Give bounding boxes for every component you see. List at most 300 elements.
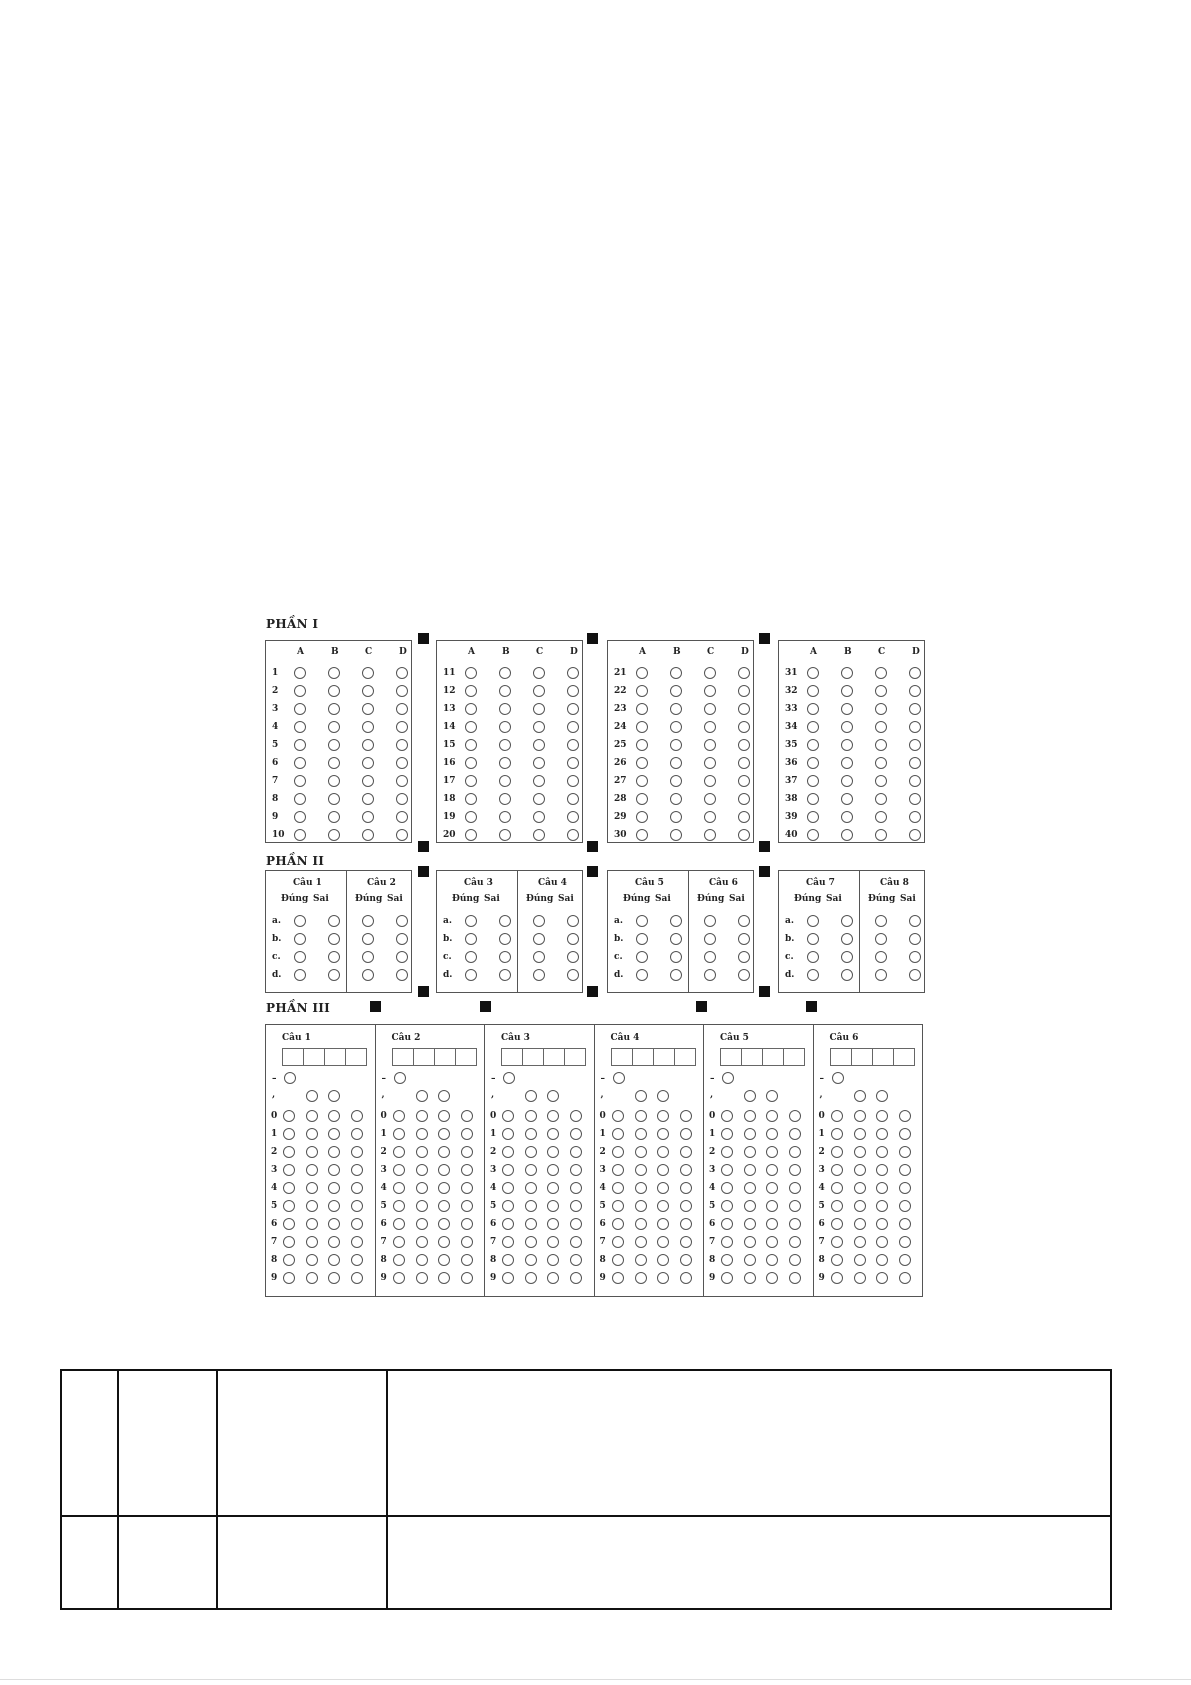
digit-bubble[interactable]	[328, 1236, 340, 1248]
digit-bubble[interactable]	[393, 1254, 405, 1266]
digit-bubble[interactable]	[525, 1110, 537, 1122]
answer-bubble[interactable]	[499, 915, 511, 927]
digit-bubble[interactable]	[525, 1182, 537, 1194]
answer-bubble[interactable]	[670, 685, 682, 697]
answer-bubble[interactable]	[362, 829, 374, 841]
digit-bubble[interactable]	[854, 1182, 866, 1194]
digit-bubble[interactable]	[570, 1110, 582, 1122]
answer-bubble[interactable]	[328, 757, 340, 769]
answer-bubble[interactable]	[328, 915, 340, 927]
answer-bubble[interactable]	[841, 811, 853, 823]
answer-bubble[interactable]	[841, 739, 853, 751]
digit-bubble[interactable]	[461, 1164, 473, 1176]
comma-bubble[interactable]	[306, 1090, 318, 1102]
digit-bubble[interactable]	[351, 1272, 363, 1284]
digit-bubble[interactable]	[525, 1128, 537, 1140]
answer-bubble[interactable]	[909, 721, 921, 733]
answer-bubble[interactable]	[807, 739, 819, 751]
digit-bubble[interactable]	[612, 1110, 624, 1122]
digit-bubble[interactable]	[306, 1128, 318, 1140]
digit-bubble[interactable]	[721, 1254, 733, 1266]
answer-bubble[interactable]	[909, 951, 921, 963]
answer-bubble[interactable]	[909, 757, 921, 769]
answer-bubble[interactable]	[499, 793, 511, 805]
answer-bubble[interactable]	[704, 969, 716, 981]
digit-bubble[interactable]	[306, 1218, 318, 1230]
answer-bubble[interactable]	[396, 829, 408, 841]
answer-bubble[interactable]	[533, 757, 545, 769]
answer-bubble[interactable]	[396, 811, 408, 823]
answer-bubble[interactable]	[875, 775, 887, 787]
answer-bubble[interactable]	[533, 933, 545, 945]
digit-bubble[interactable]	[283, 1182, 295, 1194]
comma-bubble[interactable]	[525, 1090, 537, 1102]
answer-bubble[interactable]	[533, 685, 545, 697]
answer-bubble[interactable]	[396, 915, 408, 927]
answer-bubble[interactable]	[499, 739, 511, 751]
digit-bubble[interactable]	[547, 1128, 559, 1140]
answer-bubble[interactable]	[294, 703, 306, 715]
digit-bubble[interactable]	[766, 1200, 778, 1212]
digit-bubble[interactable]	[831, 1164, 843, 1176]
digit-bubble[interactable]	[831, 1200, 843, 1212]
answer-bubble[interactable]	[636, 829, 648, 841]
answer-bubble[interactable]	[396, 703, 408, 715]
digit-bubble[interactable]	[876, 1164, 888, 1176]
digit-bubble[interactable]	[502, 1128, 514, 1140]
digit-bubble[interactable]	[438, 1164, 450, 1176]
answer-bubble[interactable]	[294, 969, 306, 981]
digit-bubble[interactable]	[635, 1272, 647, 1284]
answer-bubble[interactable]	[636, 933, 648, 945]
digit-bubble[interactable]	[854, 1218, 866, 1230]
digit-bubble[interactable]	[876, 1218, 888, 1230]
answer-bubble[interactable]	[636, 721, 648, 733]
digit-bubble[interactable]	[744, 1110, 756, 1122]
answer-bubble[interactable]	[567, 969, 579, 981]
answer-bubble[interactable]	[875, 739, 887, 751]
sign-bubble[interactable]	[284, 1072, 296, 1084]
digit-bubble[interactable]	[416, 1182, 428, 1194]
digit-bubble[interactable]	[438, 1146, 450, 1158]
digit-bubble[interactable]	[570, 1236, 582, 1248]
digit-bubble[interactable]	[438, 1218, 450, 1230]
answer-bubble[interactable]	[807, 775, 819, 787]
digit-bubble[interactable]	[876, 1200, 888, 1212]
digit-bubble[interactable]	[635, 1164, 647, 1176]
digit-bubble[interactable]	[680, 1254, 692, 1266]
digit-bubble[interactable]	[721, 1128, 733, 1140]
digit-bubble[interactable]	[789, 1254, 801, 1266]
digit-bubble[interactable]	[721, 1182, 733, 1194]
comma-bubble[interactable]	[438, 1090, 450, 1102]
digit-bubble[interactable]	[899, 1254, 911, 1266]
digit-bubble[interactable]	[502, 1146, 514, 1158]
answer-bubble[interactable]	[807, 667, 819, 679]
digit-bubble[interactable]	[899, 1272, 911, 1284]
digit-bubble[interactable]	[854, 1128, 866, 1140]
answer-bubble[interactable]	[909, 667, 921, 679]
digit-bubble[interactable]	[525, 1272, 537, 1284]
answer-cell[interactable]	[632, 1048, 654, 1066]
answer-bubble[interactable]	[499, 685, 511, 697]
answer-bubble[interactable]	[875, 793, 887, 805]
digit-bubble[interactable]	[328, 1272, 340, 1284]
answer-bubble[interactable]	[465, 721, 477, 733]
answer-cell[interactable]	[543, 1048, 565, 1066]
digit-bubble[interactable]	[547, 1254, 559, 1266]
answer-bubble[interactable]	[362, 969, 374, 981]
comma-bubble[interactable]	[328, 1090, 340, 1102]
digit-bubble[interactable]	[547, 1146, 559, 1158]
digit-bubble[interactable]	[416, 1236, 428, 1248]
digit-bubble[interactable]	[416, 1254, 428, 1266]
digit-bubble[interactable]	[351, 1236, 363, 1248]
answer-bubble[interactable]	[567, 703, 579, 715]
digit-bubble[interactable]	[502, 1254, 514, 1266]
answer-bubble[interactable]	[499, 829, 511, 841]
answer-cell[interactable]	[611, 1048, 633, 1066]
digit-bubble[interactable]	[612, 1218, 624, 1230]
digit-bubble[interactable]	[306, 1272, 318, 1284]
answer-bubble[interactable]	[499, 703, 511, 715]
answer-bubble[interactable]	[909, 933, 921, 945]
digit-bubble[interactable]	[766, 1146, 778, 1158]
digit-bubble[interactable]	[438, 1182, 450, 1194]
answer-bubble[interactable]	[636, 811, 648, 823]
answer-bubble[interactable]	[909, 811, 921, 823]
answer-bubble[interactable]	[328, 793, 340, 805]
sign-bubble[interactable]	[722, 1072, 734, 1084]
digit-bubble[interactable]	[306, 1164, 318, 1176]
answer-bubble[interactable]	[396, 951, 408, 963]
answer-bubble[interactable]	[841, 829, 853, 841]
answer-bubble[interactable]	[328, 969, 340, 981]
digit-bubble[interactable]	[328, 1200, 340, 1212]
answer-bubble[interactable]	[841, 951, 853, 963]
answer-bubble[interactable]	[670, 969, 682, 981]
answer-bubble[interactable]	[875, 811, 887, 823]
digit-bubble[interactable]	[744, 1254, 756, 1266]
answer-cell[interactable]	[872, 1048, 894, 1066]
digit-bubble[interactable]	[635, 1236, 647, 1248]
digit-bubble[interactable]	[393, 1272, 405, 1284]
answer-bubble[interactable]	[636, 915, 648, 927]
answer-bubble[interactable]	[841, 915, 853, 927]
digit-bubble[interactable]	[283, 1218, 295, 1230]
digit-bubble[interactable]	[461, 1218, 473, 1230]
answer-bubble[interactable]	[567, 811, 579, 823]
answer-bubble[interactable]	[465, 811, 477, 823]
answer-cell[interactable]	[762, 1048, 784, 1066]
digit-bubble[interactable]	[416, 1146, 428, 1158]
digit-bubble[interactable]	[635, 1110, 647, 1122]
digit-bubble[interactable]	[766, 1128, 778, 1140]
digit-bubble[interactable]	[744, 1164, 756, 1176]
digit-bubble[interactable]	[854, 1254, 866, 1266]
digit-bubble[interactable]	[899, 1164, 911, 1176]
digit-bubble[interactable]	[351, 1146, 363, 1158]
answer-cell[interactable]	[522, 1048, 544, 1066]
answer-bubble[interactable]	[704, 829, 716, 841]
answer-bubble[interactable]	[704, 703, 716, 715]
digit-bubble[interactable]	[461, 1146, 473, 1158]
answer-cell[interactable]	[434, 1048, 456, 1066]
answer-bubble[interactable]	[328, 811, 340, 823]
digit-bubble[interactable]	[635, 1254, 647, 1266]
answer-bubble[interactable]	[841, 685, 853, 697]
comma-bubble[interactable]	[657, 1090, 669, 1102]
answer-bubble[interactable]	[670, 811, 682, 823]
answer-bubble[interactable]	[362, 685, 374, 697]
digit-bubble[interactable]	[328, 1128, 340, 1140]
digit-bubble[interactable]	[854, 1164, 866, 1176]
digit-bubble[interactable]	[612, 1128, 624, 1140]
digit-bubble[interactable]	[306, 1200, 318, 1212]
answer-bubble[interactable]	[499, 757, 511, 769]
answer-bubble[interactable]	[875, 721, 887, 733]
digit-bubble[interactable]	[351, 1164, 363, 1176]
digit-bubble[interactable]	[876, 1254, 888, 1266]
digit-bubble[interactable]	[766, 1272, 778, 1284]
digit-bubble[interactable]	[876, 1128, 888, 1140]
digit-bubble[interactable]	[744, 1200, 756, 1212]
answer-bubble[interactable]	[704, 739, 716, 751]
answer-bubble[interactable]	[362, 915, 374, 927]
answer-bubble[interactable]	[704, 667, 716, 679]
digit-bubble[interactable]	[831, 1254, 843, 1266]
comma-bubble[interactable]	[854, 1090, 866, 1102]
answer-bubble[interactable]	[567, 793, 579, 805]
digit-bubble[interactable]	[351, 1182, 363, 1194]
digit-bubble[interactable]	[899, 1128, 911, 1140]
answer-bubble[interactable]	[704, 915, 716, 927]
answer-bubble[interactable]	[533, 667, 545, 679]
digit-bubble[interactable]	[831, 1110, 843, 1122]
digit-bubble[interactable]	[461, 1200, 473, 1212]
answer-bubble[interactable]	[567, 915, 579, 927]
answer-bubble[interactable]	[909, 829, 921, 841]
digit-bubble[interactable]	[351, 1254, 363, 1266]
digit-bubble[interactable]	[393, 1164, 405, 1176]
answer-cell[interactable]	[851, 1048, 873, 1066]
digit-bubble[interactable]	[547, 1110, 559, 1122]
comma-bubble[interactable]	[876, 1090, 888, 1102]
digit-bubble[interactable]	[306, 1254, 318, 1266]
sign-bubble[interactable]	[503, 1072, 515, 1084]
digit-bubble[interactable]	[657, 1200, 669, 1212]
answer-bubble[interactable]	[807, 703, 819, 715]
answer-bubble[interactable]	[396, 757, 408, 769]
digit-bubble[interactable]	[744, 1128, 756, 1140]
digit-bubble[interactable]	[766, 1182, 778, 1194]
answer-bubble[interactable]	[328, 829, 340, 841]
digit-bubble[interactable]	[766, 1254, 778, 1266]
answer-bubble[interactable]	[875, 757, 887, 769]
digit-bubble[interactable]	[547, 1182, 559, 1194]
answer-bubble[interactable]	[465, 703, 477, 715]
answer-bubble[interactable]	[396, 721, 408, 733]
digit-bubble[interactable]	[789, 1200, 801, 1212]
digit-bubble[interactable]	[393, 1110, 405, 1122]
digit-bubble[interactable]	[393, 1182, 405, 1194]
answer-bubble[interactable]	[567, 951, 579, 963]
answer-bubble[interactable]	[807, 793, 819, 805]
digit-bubble[interactable]	[876, 1146, 888, 1158]
answer-bubble[interactable]	[328, 933, 340, 945]
answer-bubble[interactable]	[807, 685, 819, 697]
digit-bubble[interactable]	[766, 1110, 778, 1122]
digit-bubble[interactable]	[744, 1146, 756, 1158]
digit-bubble[interactable]	[789, 1218, 801, 1230]
answer-bubble[interactable]	[294, 721, 306, 733]
digit-bubble[interactable]	[306, 1110, 318, 1122]
answer-bubble[interactable]	[807, 721, 819, 733]
answer-bubble[interactable]	[738, 721, 750, 733]
answer-bubble[interactable]	[875, 969, 887, 981]
answer-cell[interactable]	[674, 1048, 696, 1066]
digit-bubble[interactable]	[461, 1128, 473, 1140]
answer-bubble[interactable]	[875, 667, 887, 679]
answer-bubble[interactable]	[909, 685, 921, 697]
answer-bubble[interactable]	[738, 703, 750, 715]
answer-bubble[interactable]	[841, 721, 853, 733]
answer-bubble[interactable]	[465, 739, 477, 751]
digit-bubble[interactable]	[502, 1182, 514, 1194]
answer-bubble[interactable]	[396, 775, 408, 787]
sign-bubble[interactable]	[394, 1072, 406, 1084]
answer-bubble[interactable]	[396, 667, 408, 679]
digit-bubble[interactable]	[876, 1110, 888, 1122]
answer-bubble[interactable]	[294, 775, 306, 787]
digit-bubble[interactable]	[831, 1146, 843, 1158]
digit-bubble[interactable]	[635, 1146, 647, 1158]
answer-bubble[interactable]	[738, 775, 750, 787]
digit-bubble[interactable]	[306, 1182, 318, 1194]
digit-bubble[interactable]	[854, 1110, 866, 1122]
digit-bubble[interactable]	[680, 1200, 692, 1212]
answer-cell[interactable]	[830, 1048, 852, 1066]
answer-bubble[interactable]	[533, 793, 545, 805]
answer-bubble[interactable]	[362, 951, 374, 963]
answer-cell[interactable]	[564, 1048, 586, 1066]
answer-bubble[interactable]	[704, 933, 716, 945]
digit-bubble[interactable]	[547, 1218, 559, 1230]
digit-bubble[interactable]	[612, 1200, 624, 1212]
answer-cell[interactable]	[893, 1048, 915, 1066]
digit-bubble[interactable]	[612, 1272, 624, 1284]
digit-bubble[interactable]	[899, 1110, 911, 1122]
digit-bubble[interactable]	[570, 1272, 582, 1284]
answer-bubble[interactable]	[807, 829, 819, 841]
digit-bubble[interactable]	[899, 1146, 911, 1158]
answer-bubble[interactable]	[909, 969, 921, 981]
answer-bubble[interactable]	[875, 951, 887, 963]
digit-bubble[interactable]	[283, 1110, 295, 1122]
digit-bubble[interactable]	[635, 1182, 647, 1194]
digit-bubble[interactable]	[766, 1164, 778, 1176]
digit-bubble[interactable]	[657, 1182, 669, 1194]
answer-bubble[interactable]	[465, 667, 477, 679]
digit-bubble[interactable]	[461, 1182, 473, 1194]
answer-bubble[interactable]	[841, 775, 853, 787]
digit-bubble[interactable]	[525, 1236, 537, 1248]
answer-bubble[interactable]	[670, 757, 682, 769]
answer-bubble[interactable]	[362, 757, 374, 769]
digit-bubble[interactable]	[547, 1164, 559, 1176]
answer-bubble[interactable]	[465, 775, 477, 787]
answer-bubble[interactable]	[362, 793, 374, 805]
answer-bubble[interactable]	[499, 933, 511, 945]
digit-bubble[interactable]	[306, 1146, 318, 1158]
sign-bubble[interactable]	[613, 1072, 625, 1084]
answer-bubble[interactable]	[362, 703, 374, 715]
digit-bubble[interactable]	[899, 1218, 911, 1230]
digit-bubble[interactable]	[283, 1128, 295, 1140]
answer-bubble[interactable]	[875, 829, 887, 841]
digit-bubble[interactable]	[283, 1236, 295, 1248]
digit-bubble[interactable]	[416, 1128, 428, 1140]
digit-bubble[interactable]	[547, 1200, 559, 1212]
answer-bubble[interactable]	[294, 829, 306, 841]
answer-bubble[interactable]	[294, 757, 306, 769]
answer-bubble[interactable]	[567, 757, 579, 769]
answer-bubble[interactable]	[636, 951, 648, 963]
digit-bubble[interactable]	[744, 1182, 756, 1194]
digit-bubble[interactable]	[831, 1182, 843, 1194]
digit-bubble[interactable]	[283, 1254, 295, 1266]
answer-bubble[interactable]	[362, 721, 374, 733]
digit-bubble[interactable]	[635, 1128, 647, 1140]
digit-bubble[interactable]	[789, 1182, 801, 1194]
comma-bubble[interactable]	[766, 1090, 778, 1102]
answer-bubble[interactable]	[909, 793, 921, 805]
digit-bubble[interactable]	[657, 1164, 669, 1176]
digit-bubble[interactable]	[876, 1272, 888, 1284]
comma-bubble[interactable]	[416, 1090, 428, 1102]
digit-bubble[interactable]	[899, 1182, 911, 1194]
digit-bubble[interactable]	[744, 1272, 756, 1284]
digit-bubble[interactable]	[721, 1146, 733, 1158]
answer-bubble[interactable]	[567, 933, 579, 945]
digit-bubble[interactable]	[766, 1236, 778, 1248]
answer-bubble[interactable]	[704, 775, 716, 787]
answer-bubble[interactable]	[465, 829, 477, 841]
digit-bubble[interactable]	[680, 1182, 692, 1194]
answer-bubble[interactable]	[807, 951, 819, 963]
answer-bubble[interactable]	[533, 969, 545, 981]
answer-bubble[interactable]	[670, 721, 682, 733]
answer-bubble[interactable]	[704, 721, 716, 733]
digit-bubble[interactable]	[789, 1110, 801, 1122]
answer-bubble[interactable]	[636, 757, 648, 769]
digit-bubble[interactable]	[789, 1128, 801, 1140]
answer-bubble[interactable]	[465, 685, 477, 697]
digit-bubble[interactable]	[899, 1200, 911, 1212]
digit-bubble[interactable]	[612, 1236, 624, 1248]
answer-bubble[interactable]	[328, 685, 340, 697]
answer-bubble[interactable]	[567, 721, 579, 733]
answer-bubble[interactable]	[294, 739, 306, 751]
answer-bubble[interactable]	[841, 667, 853, 679]
answer-bubble[interactable]	[704, 757, 716, 769]
answer-cell[interactable]	[653, 1048, 675, 1066]
digit-bubble[interactable]	[680, 1164, 692, 1176]
answer-bubble[interactable]	[294, 685, 306, 697]
answer-cell[interactable]	[455, 1048, 477, 1066]
answer-bubble[interactable]	[499, 969, 511, 981]
digit-bubble[interactable]	[635, 1218, 647, 1230]
